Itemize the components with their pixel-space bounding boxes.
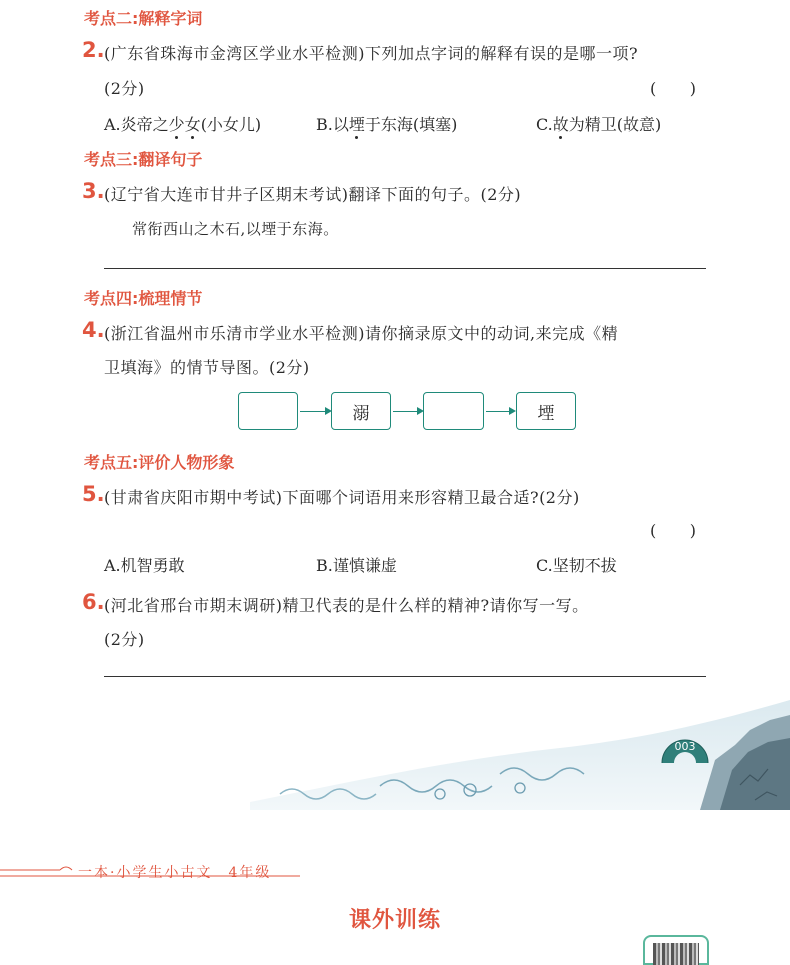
next-section-title: 课外训练 bbox=[348, 908, 441, 933]
page-number-badge bbox=[660, 735, 710, 765]
option-2b-prefix: B.以 bbox=[316, 115, 349, 134]
question-2-text: (广东省珠海市金湾区学业水平检测)下列加点字词的解释有误的是哪一项? bbox=[104, 44, 639, 63]
page-number: 003 bbox=[674, 740, 696, 753]
question-6-text: (河北省邢台市期末调研)精卫代表的是什么样的精神?请你写一写。 bbox=[104, 596, 589, 615]
qr-code-frame[interactable] bbox=[643, 935, 709, 965]
flow-box-blank-3[interactable] bbox=[423, 392, 484, 430]
question-number-2: 2. bbox=[82, 38, 105, 62]
dotted-char: 堙 bbox=[348, 115, 365, 134]
question-5-text: (甘肃省庆阳市期中考试)下面哪个词语用来形容精卫最合适?(2分) bbox=[104, 488, 580, 507]
dotted-char: 少 bbox=[168, 115, 185, 134]
section-heading-3: 考点三:翻译句子 bbox=[84, 150, 203, 169]
question-2-score: (2分) bbox=[104, 79, 145, 98]
option-2c[interactable] bbox=[536, 112, 661, 135]
flow-arrow bbox=[486, 411, 514, 412]
option-2a-prefix: A.炎帝之 bbox=[104, 115, 169, 134]
question-number-4: 4. bbox=[82, 318, 105, 342]
answer-line-3[interactable] bbox=[104, 268, 706, 269]
flow-box-2: 溺 bbox=[331, 392, 391, 430]
qr-code-icon bbox=[653, 943, 699, 965]
question-4-text-line2: 卫填海》的情节导图。(2分) bbox=[104, 358, 310, 377]
question-number-5: 5. bbox=[82, 482, 105, 506]
option-2c-gloss: 为精卫(故意) bbox=[568, 115, 662, 134]
option-2c-prefix: C. bbox=[536, 115, 553, 134]
answer-line-6[interactable] bbox=[104, 676, 706, 677]
section-heading-2: 考点二:解释字词 bbox=[84, 9, 203, 28]
option-2b-gloss: 于东海(填塞) bbox=[364, 115, 458, 134]
dotted-char: 故 bbox=[552, 115, 569, 134]
flow-box-4: 堙 bbox=[516, 392, 576, 430]
section-heading-4: 考点四:梳理情节 bbox=[84, 289, 203, 308]
section-heading-5: 考点五:评价人物形象 bbox=[84, 453, 235, 472]
question-3-sentence: 常衔西山之木石,以堙于东海。 bbox=[132, 220, 339, 238]
question-number-3: 3. bbox=[82, 179, 105, 203]
option-5c[interactable]: C.坚韧不拔 bbox=[536, 556, 617, 575]
dotted-char: 女 bbox=[184, 115, 201, 134]
answer-parentheses-5[interactable]: ( ) bbox=[650, 521, 697, 540]
flow-arrow bbox=[300, 411, 330, 412]
option-5a[interactable]: A.机智勇敢 bbox=[104, 556, 185, 575]
question-4-text-line1: (浙江省温州市乐清市学业水平检测)请你摘录原文中的动词,来完成《精 bbox=[104, 324, 619, 343]
option-2a-gloss: (小女儿) bbox=[200, 115, 262, 134]
book-series-label: 一本·小学生小古文 4年级 bbox=[78, 865, 272, 881]
option-2b[interactable] bbox=[316, 112, 457, 135]
flow-arrow bbox=[393, 411, 422, 412]
option-5b[interactable]: B.谨慎谦虚 bbox=[316, 556, 397, 575]
question-number-6: 6. bbox=[82, 590, 105, 614]
question-3-text: (辽宁省大连市甘井子区期末考试)翻译下面的句子。(2分) bbox=[104, 185, 522, 204]
question-6-score: (2分) bbox=[104, 630, 145, 649]
option-2a[interactable] bbox=[104, 112, 261, 135]
answer-parentheses-2[interactable]: ( ) bbox=[650, 79, 697, 98]
flow-box-blank-1[interactable] bbox=[238, 392, 298, 430]
